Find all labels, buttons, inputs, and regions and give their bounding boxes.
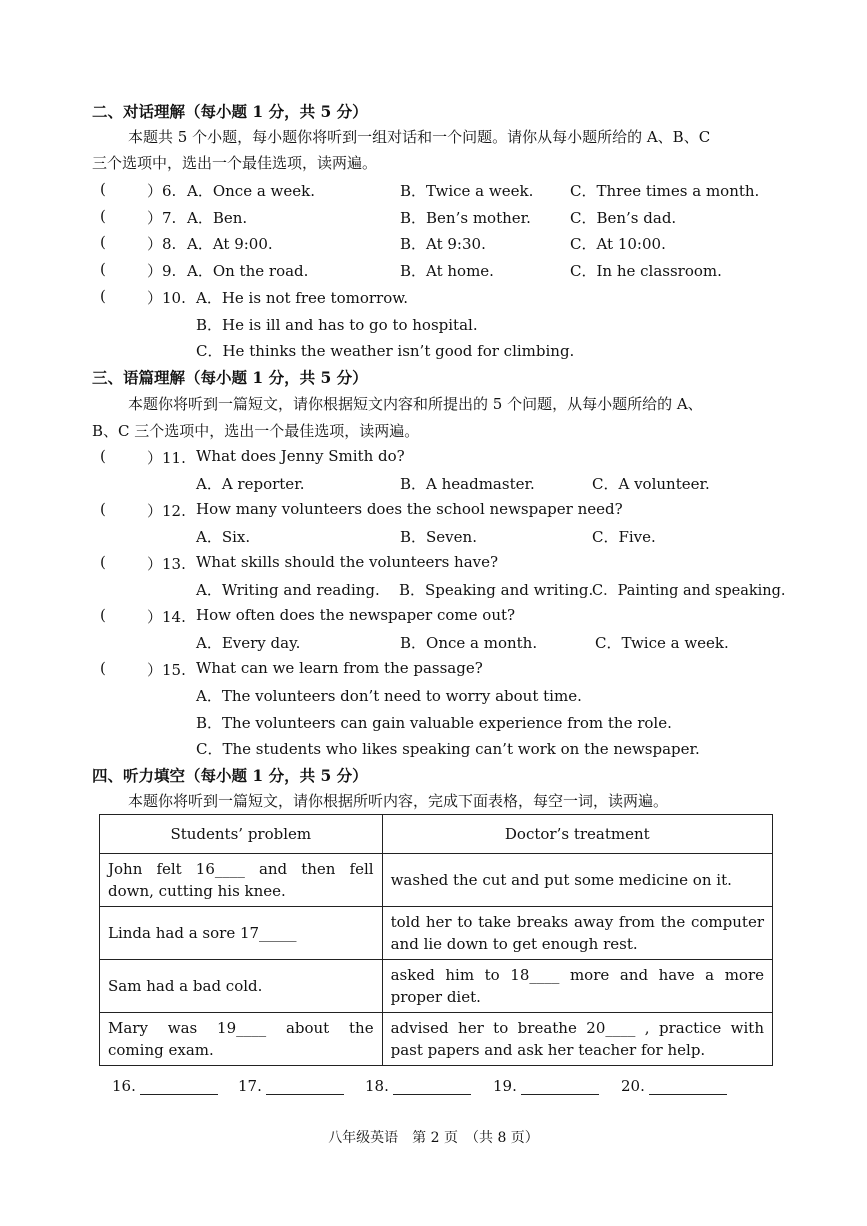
- treatment-cell: washed the cut and put some medicine on it.: [382, 854, 772, 907]
- question-10-option-c: C．He thinks the weather isn’t good for climbing.: [196, 342, 575, 360]
- question-7-option-c: C．Ben’s dad.: [570, 209, 677, 227]
- answer-label: 16.: [112, 1077, 136, 1095]
- answer-label: 18.: [365, 1077, 389, 1095]
- table-row: [100, 854, 773, 907]
- question-15-option-a: A．The volunteers don’t need to worry about time.: [196, 687, 582, 705]
- question-15-stem: What can we learn from the passage?: [196, 659, 483, 677]
- section-2-title: 二、对话理解（每小题 1 分，共 5 分）: [92, 102, 368, 121]
- question-7-option-b: B．Ben’s mother.: [400, 209, 531, 227]
- answer-blank[interactable]: [649, 1080, 727, 1095]
- section-2-intro-cont: 三个选项中，选出一个最佳选项，读两遍。: [92, 154, 378, 172]
- question-9-option-c: C．In he classroom.: [570, 262, 722, 280]
- table-row: [100, 960, 773, 1013]
- question-7-number: ）7.: [147, 209, 177, 227]
- question-6-option-a: A．Once a week.: [187, 182, 315, 200]
- question-8-option-a: A．At 9:00.: [187, 235, 273, 253]
- question-11: [100, 447, 106, 465]
- question-15: [100, 659, 106, 677]
- answer-blank[interactable]: [266, 1080, 344, 1095]
- question-13-number: ）13.: [147, 555, 186, 573]
- question-12-number: ）12.: [147, 502, 186, 520]
- answer-blank[interactable]: [393, 1080, 471, 1095]
- question-6-number: ）6.: [147, 182, 177, 200]
- question-15-number: ）15.: [147, 661, 186, 679]
- question-7-option-a: A．Ben.: [187, 209, 248, 227]
- problem-cell: Mary was 19____ about the coming exam.: [100, 1013, 383, 1066]
- section-3-intro: 本题你将听到一篇短文，请你根据短文内容和所提出的 5 个问题，从每小题所给的 A、: [128, 395, 703, 413]
- question-15-option-c: C．The students who likes speaking can’t work on the newspaper.: [196, 740, 700, 758]
- paren-open: (: [100, 500, 106, 518]
- answer-label: 17.: [238, 1077, 262, 1095]
- question-11-option-c: C．A volunteer.: [592, 475, 710, 493]
- question-10-number: ）10.: [147, 289, 186, 307]
- paren-open: (: [100, 260, 106, 278]
- paren-open: (: [100, 447, 106, 465]
- question-7: [100, 207, 106, 225]
- question-11-stem: What does Jenny Smith do?: [196, 447, 405, 465]
- table-header-treatment: Doctor’s treatment: [382, 815, 772, 854]
- section-4-title: 四、听力填空（每小题 1 分，共 5 分）: [92, 766, 368, 785]
- question-8-option-b: B．At 9:30.: [400, 235, 486, 253]
- answer-label: 20.: [621, 1077, 645, 1095]
- question-12-option-a: A．Six.: [196, 528, 251, 546]
- question-12-stem: How many volunteers does the school newspaper need?: [196, 500, 623, 518]
- question-14-option-c: C．Twice a week.: [595, 634, 729, 652]
- answer-blank[interactable]: [140, 1080, 218, 1095]
- question-15-option-b: B．The volunteers can gain valuable experience from the role.: [196, 714, 672, 732]
- page-footer: 八年级英语 第 2 页 （共 8 页）: [328, 1130, 539, 1146]
- treatment-cell: told her to take breaks away from the computer and lie down to get enough rest.: [382, 907, 772, 960]
- question-9-option-a: A．On the road.: [187, 262, 309, 280]
- paren-open: (: [100, 233, 106, 251]
- listening-fill-table: [99, 814, 773, 1066]
- question-9-number: ）9.: [147, 262, 177, 280]
- section-4-intro: 本题你将听到一篇短文，请你根据所听内容，完成下面表格，每空一词，读两遍。: [128, 792, 669, 810]
- paren-open: (: [100, 553, 106, 571]
- question-12: [100, 500, 106, 518]
- answer-17: [238, 1077, 344, 1095]
- section-3-intro-cont: B、C 三个选项中，选出一个最佳选项，读两遍。: [92, 422, 420, 440]
- question-14-stem: How often does the newspaper come out?: [196, 606, 516, 624]
- question-13-option-b: B．Speaking and writing.: [399, 581, 594, 599]
- table-row: [100, 1013, 773, 1066]
- question-14: [100, 606, 106, 624]
- answer-blank[interactable]: [521, 1080, 599, 1095]
- question-9-option-b: B．At home.: [400, 262, 494, 280]
- answer-19: [493, 1077, 599, 1095]
- question-10: [100, 287, 106, 305]
- question-13: [100, 553, 106, 571]
- question-6-option-b: B．Twice a week.: [400, 182, 534, 200]
- treatment-cell: advised her to breathe 20____ , practice with past papers and ask her teacher for help.: [382, 1013, 772, 1066]
- section-3-title: 三、语篇理解（每小题 1 分，共 5 分）: [92, 368, 368, 387]
- question-12-option-c: C．Five.: [592, 528, 656, 546]
- table-header-problem: Students’ problem: [100, 815, 383, 854]
- table-header-row: [100, 815, 773, 854]
- answer-20: [621, 1077, 727, 1095]
- question-13-stem: What skills should the volunteers have?: [196, 553, 499, 571]
- question-13-option-c: C．Painting and speaking.: [592, 583, 786, 599]
- question-11-option-b: B．A headmaster.: [400, 475, 535, 493]
- section-2-intro: 本题共 5 个小题，每小题你将听到一组对话和一个问题。请你从每小题所给的 A、B、C: [128, 128, 711, 146]
- question-6-option-c: C．Three times a month.: [570, 182, 760, 200]
- table-row: [100, 907, 773, 960]
- question-10-option-b: B．He is ill and has to go to hospital.: [196, 316, 478, 334]
- paren-open: (: [100, 207, 106, 225]
- answer-16: [112, 1077, 218, 1095]
- question-8: [100, 233, 106, 251]
- paren-open: (: [100, 287, 106, 305]
- question-13-option-a: A．Writing and reading.: [196, 581, 380, 599]
- question-12-option-b: B．Seven.: [400, 528, 477, 546]
- paren-open: (: [100, 180, 106, 198]
- paren-open: (: [100, 659, 106, 677]
- question-10-option-a: A．He is not free tomorrow.: [196, 289, 409, 307]
- question-6: [100, 180, 106, 198]
- problem-cell: John felt 16____ and then fell down, cutting his knee.: [100, 854, 383, 907]
- problem-cell: Linda had a sore 17_____: [100, 907, 383, 960]
- question-8-option-c: C．At 10:00.: [570, 235, 666, 253]
- answer-label: 19.: [493, 1077, 517, 1095]
- treatment-cell: asked him to 18____ more and have a more proper diet.: [382, 960, 772, 1013]
- problem-cell: Sam had a bad cold.: [100, 960, 383, 1013]
- paren-open: (: [100, 606, 106, 624]
- question-11-number: ）11.: [147, 449, 186, 467]
- question-11-option-a: A．A reporter.: [196, 475, 305, 493]
- question-9: [100, 260, 106, 278]
- answer-18: [365, 1077, 471, 1095]
- question-14-number: ）14.: [147, 608, 186, 626]
- question-14-option-b: B．Once a month.: [400, 634, 538, 652]
- question-14-option-a: A．Every day.: [196, 634, 301, 652]
- question-8-number: ）8.: [147, 235, 177, 253]
